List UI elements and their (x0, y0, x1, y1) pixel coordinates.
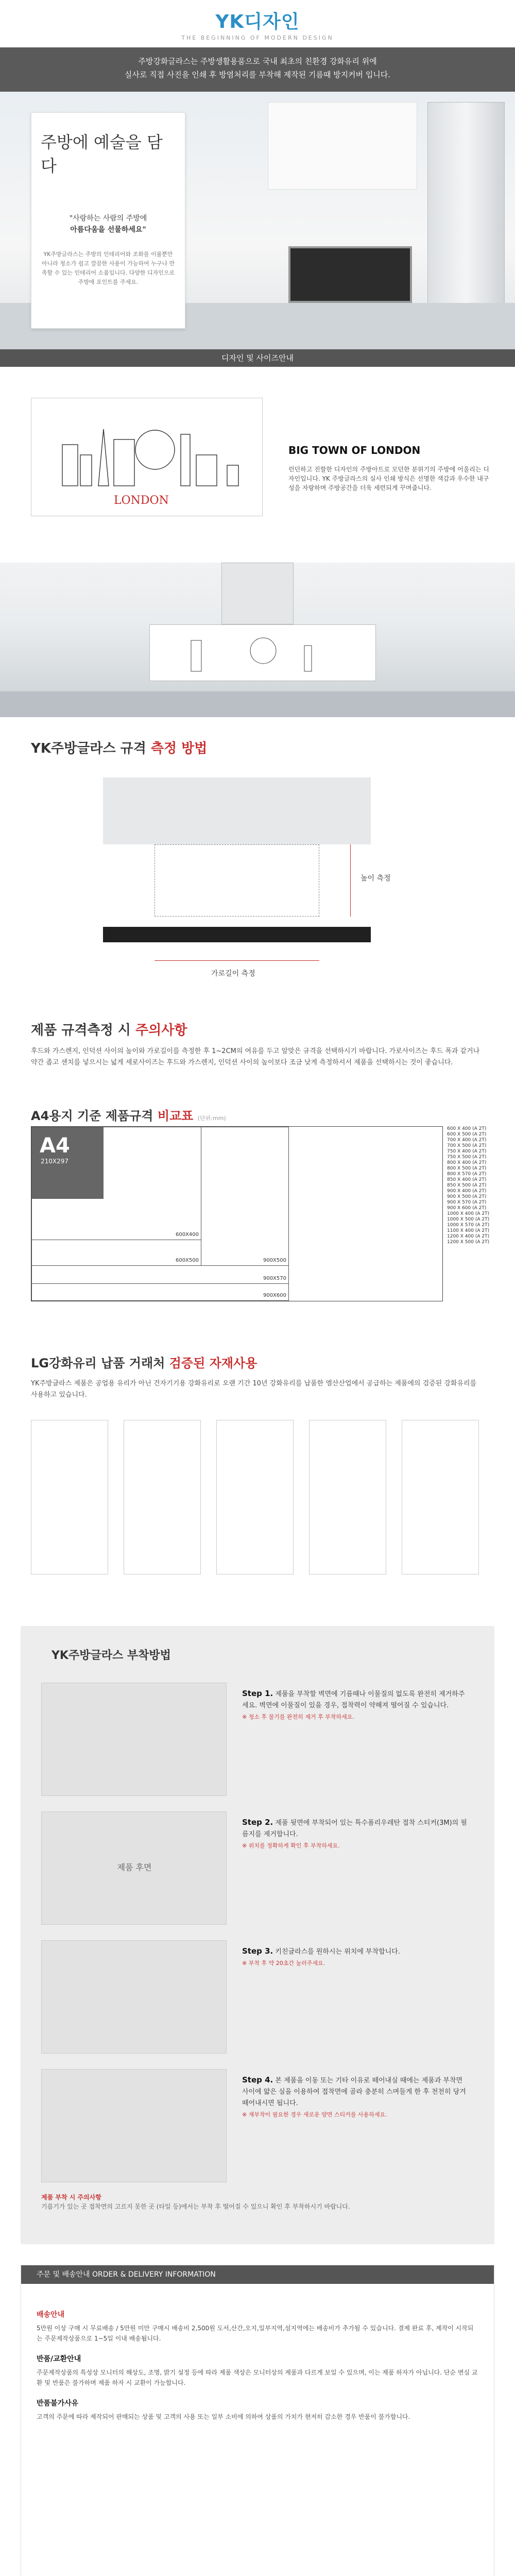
hero-description: YK주방글라스는 주방의 인테리어와 조화를 이룰뿐만 아니라 청소가 쉽고 깔끔한 사용이 가능하여 누구나 만족할 수 있는 인테리어 소품입니다. 다양한 디자인으로 주방에 포인트를 주세요. (41, 251, 175, 285)
size-list-item: 750 X 400 (A 2T) (447, 1149, 487, 1154)
size-list-item: 900 X 500 (A 2T) (447, 1194, 487, 1199)
caution-title-a: 제품 규격측정 시 (31, 1023, 135, 1038)
certificate-doc (216, 1420, 294, 1574)
size-list-item: 600 X 400 (A 2T) (447, 1126, 487, 1131)
exchange-text: 주문제작상품의 특성상 모니터의 해상도, 조명, 밝기 설정 등에 따라 제품 색상은 모니터상의 제품과 다르게 보일 수 있으며, 이는 제품 하자가 아닙니다. 단순 변심 교환 및 반품은 불가하며 제품 하자 시 교환이 가능합니다. (37, 2369, 478, 2386)
width-label: 가로길이 측정 (211, 970, 255, 978)
intro-banner (0, 47, 515, 92)
size-list-item: 850 X 400 (A 2T) (447, 1177, 487, 1182)
caution-title (0, 999, 515, 1039)
height-label: 높이 측정 (360, 874, 391, 883)
back-label: 제품 후면 (117, 1862, 152, 1872)
size-cell: 900X500 (31, 1127, 289, 1266)
refund-title: 반품불가사유 (37, 2399, 79, 2408)
caution-title-b: 주의사항 (135, 1023, 187, 1038)
step3-text-block (242, 1945, 469, 1969)
step4-text-block (242, 2074, 469, 2121)
step4-image (41, 2069, 227, 2182)
size-list-item: 800 X 500 (A 2T) (447, 1166, 487, 1171)
size-comparison-section (0, 1106, 515, 1337)
order-body (21, 2284, 494, 2437)
size-cell: 600X500 (31, 1127, 201, 1266)
step3-image (41, 1940, 227, 2054)
a4-title-b: 비교표 (157, 1109, 194, 1123)
certificate-doc (31, 1420, 108, 1574)
brand-header (0, 0, 515, 47)
step3-note: ※ 부착 후 약 20초간 눌러주세요. (242, 1960, 325, 1967)
lg-title-b: 검증된 자재사용 (169, 1356, 258, 1370)
size-list-item: 700 X 400 (A 2T) (447, 1138, 487, 1143)
a4-title-a: A4용지 기준 제품규격 (31, 1109, 158, 1123)
step2-text-block (242, 1817, 469, 1852)
lg-title-a: LG강화유리 납품 거래처 (31, 1356, 169, 1370)
size-list-item: 750 X 500 (A 2T) (447, 1155, 487, 1160)
size-list-item: 1200 X 400 (A 2T) (447, 1234, 490, 1239)
hero-quote (41, 213, 176, 235)
size-list-item: 700 X 500 (A 2T) (447, 1143, 487, 1148)
intro-line-1: 주방강화글라스는 주방생활용품으로 국내 최초의 친환경 강화유리 위에 (138, 57, 377, 66)
size-list (447, 1126, 489, 1245)
shipping-text: 5만원 이상 구매 시 무료배송 / 5만원 미만 구매시 배송비 2,500원 도서,산간,오지,일부지역,섬지역에는 배송비가 추가될 수 있습니다. 결제 완료 후, 제작이 시작되는 주문제작상품으로 1~5일 이내 배송됩니다. (37, 2325, 474, 2342)
step3-title: Step 3. (242, 1946, 273, 1956)
size-list-item: 900 X 400 (A 2T) (447, 1189, 487, 1194)
step2-title: Step 2. (242, 1818, 273, 1827)
size-list-item: 1000 X 500 (A 2T) (447, 1217, 490, 1222)
size-grid (31, 1126, 443, 1301)
lg-text: YK주방글라스 제품은 공업용 유리가 아닌 건자기기용 강화유리로 오랜 기간 10년 강화유리를 납품한 엘산산업에서 공급하는 제품에의 검증된 강화유리를 사용하고 있습니다. (31, 1380, 477, 1399)
design-section (0, 367, 515, 563)
certificate-doc (402, 1420, 479, 1574)
size-list-item: 1100 X 400 (A 2T) (447, 1228, 490, 1233)
step1-text-block (242, 1688, 469, 1723)
hero-script-title: 주방에 예술을 담다 (41, 132, 163, 176)
hero-kitchen-photo (0, 92, 515, 349)
step1-text: 제품을 부착할 벽면에 기름때나 이물질의 없도록 완전히 제거하주세요. 벽면에 이물질이 있을 경우, 접착력이 약해져 떨어질 수 있습니다. (242, 1690, 465, 1709)
size-list-item: 900 X 600 (A 2T) (447, 1206, 487, 1211)
cooktop-diagram (103, 927, 371, 942)
hero-quote-1: "사랑하는 사람의 주방에 (69, 214, 147, 223)
glass-print-illustration (150, 625, 376, 682)
step1-image (41, 1683, 227, 1796)
step4-text: 본 제품을 이동 또는 기타 이유로 떼어내실 때에는 제품과 부착면 사이에 얇은 실을 이용하여 접착면에 골라 충분히 스며들게 한 후 천천히 당겨 떼어내시면 됩니다. (242, 2077, 466, 2107)
london-design-preview (31, 398, 263, 516)
brand-tagline: THE BEGINNING OF MODERN DESIGN (181, 35, 334, 41)
a4-unit: (단위:mm) (197, 1115, 226, 1122)
lg-title (0, 1337, 515, 1371)
size-list-item: 800 X 400 (A 2T) (447, 1160, 487, 1165)
step2-note: ※ 위치를 정확하게 확인 후 부착하세요. (242, 1842, 340, 1849)
size-list-item: 800 X 570 (A 2T) (447, 1172, 487, 1177)
size-cell: 900X600 (31, 1127, 289, 1301)
size-list-item: 1000 X 400 (A 2T) (447, 1211, 490, 1216)
width-marker (154, 960, 319, 961)
install-title: YK주방글라스 부착방법 (52, 1649, 171, 1662)
certificate-doc (309, 1420, 386, 1574)
brand-logo[interactable]: YK디자인 (215, 11, 300, 32)
design-description: 런던하고 진할한 디자인의 주방아트로 모던한 분위기의 주방에 어울리는 디자인입니다. YK 주방글라스의 실사 인쇄 방식은 선명한 색감과 우수한 내구성을 자랑하며 주방공간을 더욱 세련되게 꾸며줍니다. (288, 466, 489, 492)
height-marker (350, 844, 351, 917)
shipping-title: 배송안내 (37, 2311, 65, 2319)
hero-card (31, 112, 185, 329)
size-list-item: 600 X 500 (A 2T) (447, 1132, 487, 1137)
london-skyline-illustration (31, 398, 263, 517)
size-list-item: 900 X 570 (A 2T) (447, 1200, 487, 1205)
installed-kitchen-photo (0, 563, 515, 717)
hero-quote-2: 아름다움을 선물하세요" (70, 226, 146, 234)
step4-title: Step 4. (242, 2075, 273, 2084)
size-cell: 600X400 (31, 1127, 201, 1240)
measure-title (0, 717, 515, 757)
install-caution (41, 2193, 474, 2211)
step1-note: ※ 청소 후 물기를 완전히 제거 후 부착하세요. (242, 1714, 354, 1720)
order-header: 주문 및 배송안내 ORDER & DELIVERY INFORMATION (21, 2265, 494, 2284)
certificate-docs (31, 1420, 484, 1585)
glass-area-diagram (154, 844, 319, 917)
svg-text:LONDON: LONDON (114, 494, 169, 507)
intro-line-2: 실사로 직접 사진을 인쇄 후 방염처리를 부착해 제작된 기름때 방지커버 입니다. (124, 70, 391, 79)
order-info-section (21, 2265, 494, 2576)
measure-title-b: 측정 방법 (150, 741, 208, 756)
oven (288, 246, 412, 303)
design-section-bar: 디자인 및 사이즈안내 (0, 349, 515, 367)
step3-text: 키친글라스를 원하시는 위치에 부착합니다. (275, 1948, 400, 1956)
size-list-item: 850 X 500 (A 2T) (447, 1183, 487, 1188)
lg-glass-section (0, 1337, 515, 1605)
install-section (21, 1626, 494, 2244)
measure-diagram (0, 757, 515, 999)
size-list-item: 1000 X 570 (A 2T) (447, 1223, 490, 1228)
size-list-item: 1200 X 500 (A 2T) (447, 1240, 490, 1245)
a4-size: 210X297 (41, 1158, 69, 1165)
step2-image (41, 1811, 227, 1925)
install-caution-text: 기름기가 있는 곳 접착면의 고르지 못한 곳 (타일 등)에서는 부착 후 떨어질 수 있으니 확인 후 부착하시기 바랍니다. (41, 2203, 350, 2210)
counter-top (0, 691, 515, 717)
install-caution-title: 제품 부착 시 주의사항 (41, 2194, 101, 2201)
upper-cabinet (268, 102, 417, 190)
installed-glass-panel (149, 624, 376, 681)
hood-diagram (103, 777, 371, 844)
size-cell: 900X570 (31, 1127, 289, 1284)
step1-title: Step 1. (242, 1689, 273, 1698)
certificate-doc (124, 1420, 201, 1574)
range-hood (221, 563, 294, 624)
step4-note: ※ 재부착이 필요한 경우 새로운 양면 스티커를 사용하세요. (242, 2111, 387, 2118)
a4-label: A4 (40, 1134, 70, 1158)
step2-text: 제품 뒷면에 부착되어 있는 특수폼리우레탄 접착 스티커(3M)의 필름지를 제거합니다. (242, 1819, 467, 1838)
caution-text: 후드와 가스렌지, 인덕션 사이의 높이와 가로길이를 측정한 후 1~2CM의 여유를 두고 알맞은 규격을 선택하시기 바랍니다. 가로사이즈는 후드 폭과 같거나 약간 좁고 센치를 넣으시는 넓게 세로사이즈는 후드와 가스렌지, 인덕션 사이의 높이보다 조금 낮게 측정하셔서 제품을 선택하시는 것이 좋습니다. (31, 1047, 480, 1066)
design-name: BIG TOWN OF LONDON (288, 444, 421, 456)
a4-title (31, 1106, 226, 1124)
refund-text: 고객의 주문에 따라 제작되어 판매되는 상품 및 고객의 사용 또는 일부 소비에 의하여 상품의 가치가 현저히 감소한 경우 반품이 불가합니다. (37, 2413, 410, 2420)
measure-title-a: YK주방글라스 규격 (31, 741, 151, 756)
exchange-title: 반품/교환안내 (37, 2355, 81, 2363)
